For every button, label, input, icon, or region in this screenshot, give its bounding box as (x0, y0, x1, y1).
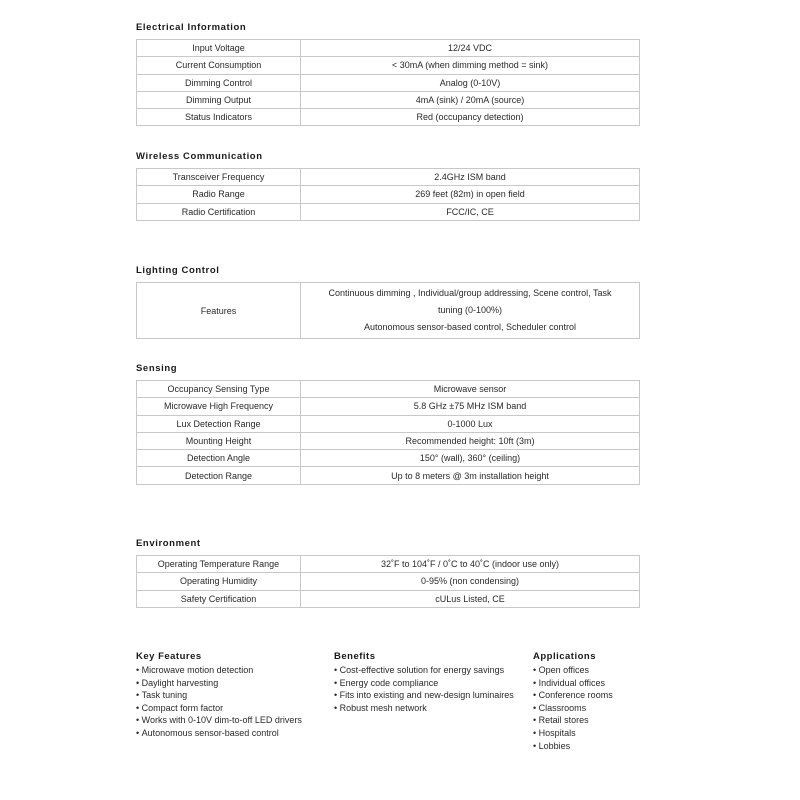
row-value: Microwave sensor (301, 381, 640, 398)
list-item: • Cost-effective solution for energy savings (334, 664, 524, 677)
row-label: Operating Humidity (137, 573, 301, 590)
table-row (137, 169, 640, 186)
list-item: • Autonomous sensor-based control (136, 727, 326, 740)
section-title: Lighting Control (136, 265, 220, 276)
sensing-section (136, 363, 640, 485)
benefits-column (334, 651, 524, 714)
list-item: • Fits into existing and new-design luminaires (334, 689, 524, 702)
section-title: Sensing (136, 363, 178, 374)
row-label: Mounting Height (137, 432, 301, 449)
row-value: 5.8 GHz ±75 MHz ISM band (301, 398, 640, 415)
row-value: 0-95% (non condensing) (301, 573, 640, 590)
features-line: Autonomous sensor-based control, Scheduler control (363, 322, 577, 332)
sensing-table (136, 380, 640, 485)
section-title: Environment (136, 538, 201, 549)
table-row (137, 398, 640, 415)
wireless-section (136, 151, 640, 221)
electrical-section (136, 22, 640, 126)
list-item: • Conference rooms (533, 689, 653, 702)
row-label: Current Consumption (137, 57, 301, 74)
features-line: Continuous dimming , Individual/group addressing, Scene control, Task (328, 288, 612, 298)
key-features-column (136, 651, 326, 740)
row-label: Status Indicators (137, 109, 301, 126)
applications-column (533, 651, 653, 752)
column-title: Benefits (334, 651, 376, 662)
key-features-list (136, 664, 326, 740)
list-item: • Classrooms (533, 702, 653, 715)
benefits-list (334, 664, 524, 714)
row-label: Features (137, 283, 301, 339)
row-label: Detection Angle (137, 450, 301, 467)
table-row (137, 283, 640, 339)
row-label: Transceiver Frequency (137, 169, 301, 186)
row-label: Operating Temperature Range (137, 556, 301, 573)
table-row (137, 91, 640, 108)
row-label: Input Voltage (137, 40, 301, 57)
table-row (137, 57, 640, 74)
row-value: < 30mA (when dimming method = sink) (301, 57, 640, 74)
list-item: • Energy code compliance (334, 677, 524, 690)
list-item: • Compact form factor (136, 702, 326, 715)
table-row (137, 573, 640, 590)
applications-list (533, 664, 653, 752)
row-value: Analog (0-10V) (301, 74, 640, 91)
section-title: Electrical Information (136, 22, 247, 33)
row-value: Up to 8 meters @ 3m installation height (301, 467, 640, 484)
column-title: Applications (533, 651, 597, 662)
row-label: Radio Certification (137, 203, 301, 220)
row-label: Lux Detection Range (137, 415, 301, 432)
table-row (137, 432, 640, 449)
list-item: • Lobbies (533, 740, 653, 753)
row-value (301, 283, 640, 339)
environment-section (136, 538, 640, 608)
list-item: • Daylight harvesting (136, 677, 326, 690)
table-row (137, 467, 640, 484)
table-row (137, 186, 640, 203)
lighting-section (136, 265, 640, 339)
list-item: • Task tuning (136, 689, 326, 702)
row-value: Red (occupancy detection) (301, 109, 640, 126)
row-value: FCC/IC, CE (301, 203, 640, 220)
column-title: Key Features (136, 651, 202, 662)
table-row (137, 40, 640, 57)
row-label: Detection Range (137, 467, 301, 484)
row-label: Dimming Output (137, 91, 301, 108)
row-value: 150° (wall), 360° (ceiling) (301, 450, 640, 467)
table-row (137, 109, 640, 126)
row-label: Radio Range (137, 186, 301, 203)
table-row (137, 74, 640, 91)
table-row (137, 590, 640, 607)
row-value: 269 feet (82m) in open field (301, 186, 640, 203)
list-item: • Individual offices (533, 677, 653, 690)
lighting-table (136, 282, 640, 339)
row-label: Safety Certification (137, 590, 301, 607)
list-item: • Microwave motion detection (136, 664, 326, 677)
section-title: Wireless Communication (136, 151, 263, 162)
electrical-table (136, 39, 640, 126)
list-item: • Robust mesh network (334, 702, 524, 715)
row-value: 2.4GHz ISM band (301, 169, 640, 186)
table-row (137, 450, 640, 467)
list-item: • Hospitals (533, 727, 653, 740)
wireless-table (136, 168, 640, 221)
row-label: Dimming Control (137, 74, 301, 91)
table-row (137, 203, 640, 220)
table-row (137, 415, 640, 432)
list-item: • Retail stores (533, 714, 653, 727)
row-value: Recommended height: 10ft (3m) (301, 432, 640, 449)
list-item: • Open offices (533, 664, 653, 677)
row-value: 12/24 VDC (301, 40, 640, 57)
row-value: 0-1000 Lux (301, 415, 640, 432)
features-line: tuning (0-100%) (437, 305, 503, 315)
row-label: Occupancy Sensing Type (137, 381, 301, 398)
table-row (137, 381, 640, 398)
list-item: • Works with 0-10V dim-to-off LED drivers (136, 714, 326, 727)
environment-table (136, 555, 640, 608)
row-label: Microwave High Frequency (137, 398, 301, 415)
row-value: 32˚F to 104˚F / 0˚C to 40˚C (indoor use only) (301, 556, 640, 573)
table-row (137, 556, 640, 573)
row-value: 4mA (sink) / 20mA (source) (301, 91, 640, 108)
row-value: cULus Listed, CE (301, 590, 640, 607)
